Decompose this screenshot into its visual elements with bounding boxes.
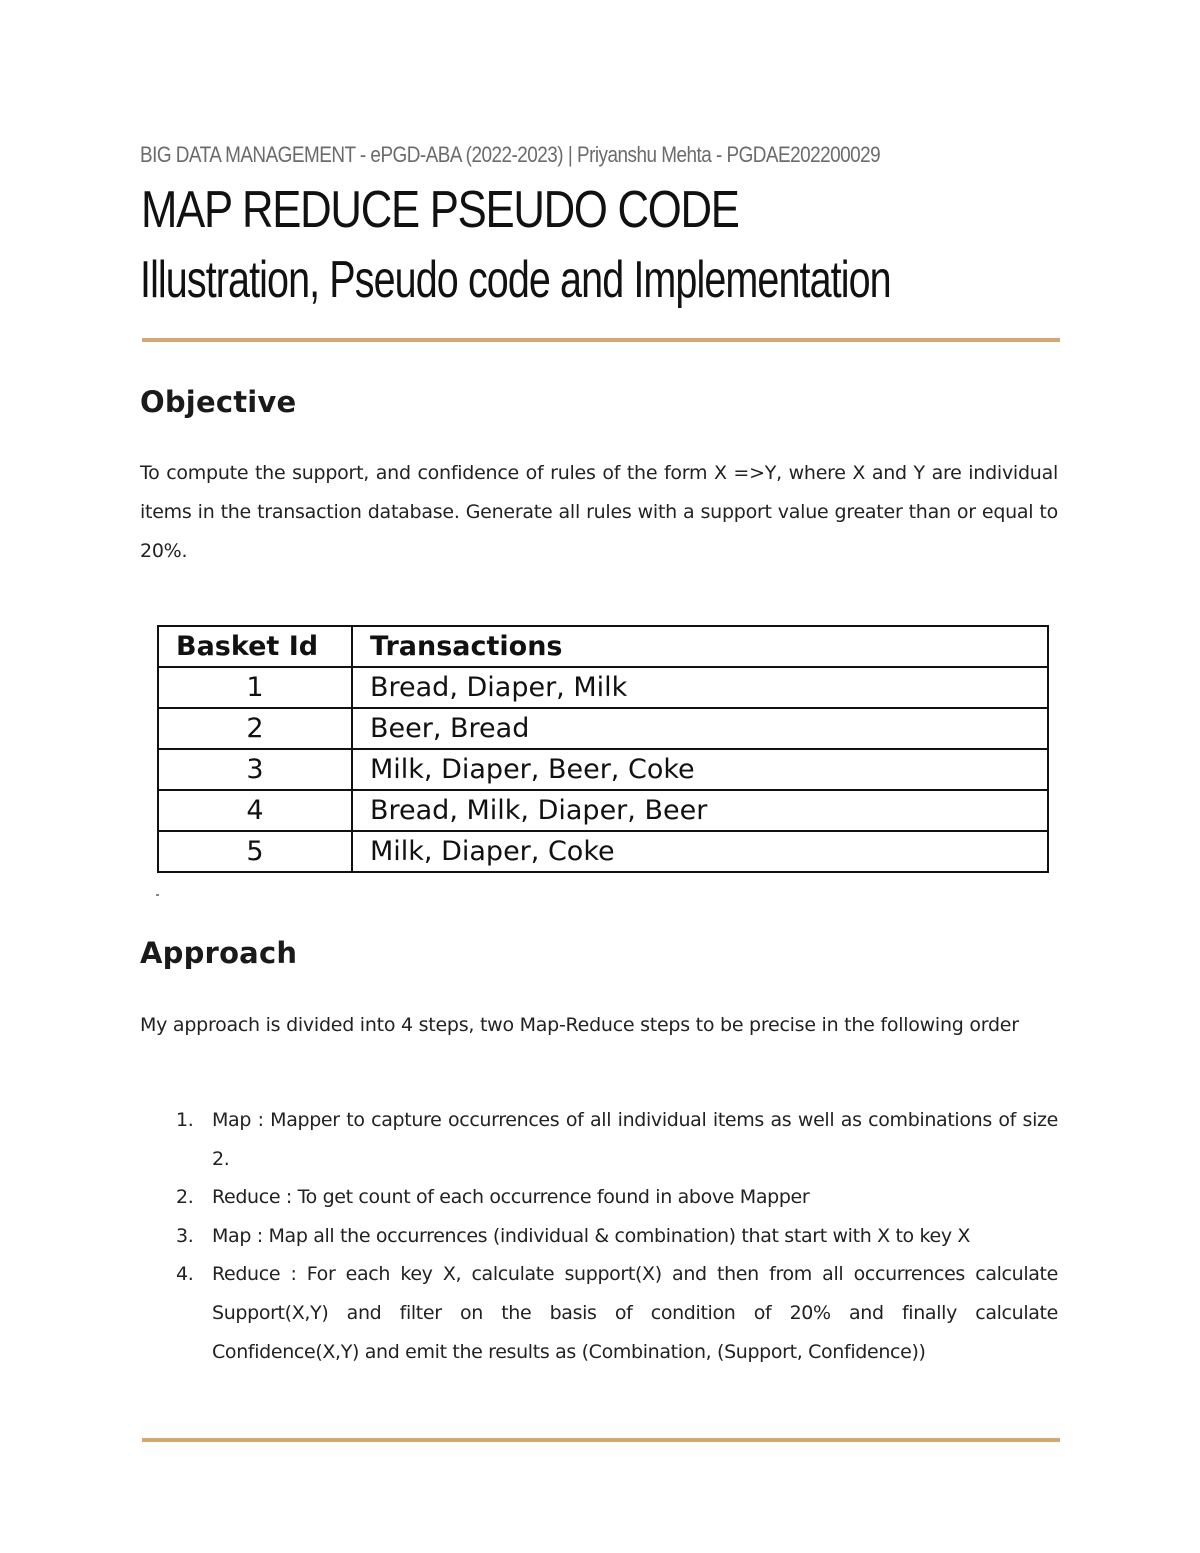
- transaction-items-cell: Bread, Diaper, Milk: [352, 667, 1048, 708]
- table-row: [158, 749, 1048, 790]
- basket-id-cell: 1: [158, 667, 352, 708]
- title-divider: [142, 338, 1060, 342]
- transaction-items-cell: Milk, Diaper, Beer, Coke: [352, 749, 1048, 790]
- list-item: [140, 1178, 1058, 1217]
- basket-id-cell: 3: [158, 749, 352, 790]
- stray-mark: [156, 894, 159, 896]
- step-number: 1.: [176, 1109, 194, 1131]
- transaction-items-cell: Beer, Bread: [352, 708, 1048, 749]
- list-item: [140, 1101, 1058, 1178]
- transactions-table: [157, 625, 1049, 873]
- objective-paragraph: To compute the support, and confidence of rules of the form X =>Y, where X and Y are individual items in the transaction database. Generate all rules with a support value greater than or equal to 20%.: [140, 462, 1058, 562]
- step-text: Reduce : For each key X, calculate support(X) and then from all occurrences calculate Support(X,Y) and filter on the basis of condition of 20% and finally calculate Confidence(X,Y) and emit the results as (Combination, (Support, Confidence)): [212, 1263, 1058, 1363]
- step-number: 4.: [176, 1263, 194, 1286]
- page-subtitle: Illustration, Pseudo code and Implementation: [140, 251, 891, 309]
- step-number: 2.: [176, 1186, 194, 1209]
- step-text: Map : Map all the occurrences (individual & combination) that start with X to key X: [212, 1224, 971, 1247]
- footer-divider: [142, 1438, 1060, 1442]
- column-header-basket-id: Basket Id: [158, 626, 352, 667]
- column-header-transactions: Transactions: [352, 626, 1048, 667]
- approach-paragraph: My approach is divided into 4 steps, two Map-Reduce steps to be precise in the following order: [140, 1014, 1019, 1036]
- transaction-items-cell: Bread, Milk, Diaper, Beer: [352, 790, 1048, 831]
- table-row: [158, 831, 1048, 872]
- objective-heading: Objective: [140, 385, 297, 419]
- list-item: [140, 1255, 1058, 1371]
- table-row: [158, 708, 1048, 749]
- transaction-items-cell: Milk, Diaper, Coke: [352, 831, 1048, 872]
- page-title: MAP REDUCE PSEUDO CODE: [141, 181, 739, 239]
- table-row: [158, 667, 1048, 708]
- step-number: 3.: [176, 1224, 194, 1247]
- basket-id-cell: 5: [158, 831, 352, 872]
- approach-steps-list: [140, 1101, 1058, 1371]
- basket-id-cell: 4: [158, 790, 352, 831]
- basket-id-cell: 2: [158, 708, 352, 749]
- table-row: [158, 790, 1048, 831]
- list-item: [140, 1217, 1058, 1256]
- course-header: BIG DATA MANAGEMENT - ePGD-ABA (2022-2023) | Priyanshu Mehta - PGDAE202200029: [140, 142, 881, 167]
- approach-heading: Approach: [140, 936, 298, 970]
- step-text: Map : Mapper to capture occurrences of all individual items as well as combinations of size 2.: [212, 1109, 1058, 1170]
- step-text: Reduce : To get count of each occurrence found in above Mapper: [212, 1186, 810, 1209]
- table-header-row: [158, 626, 1048, 667]
